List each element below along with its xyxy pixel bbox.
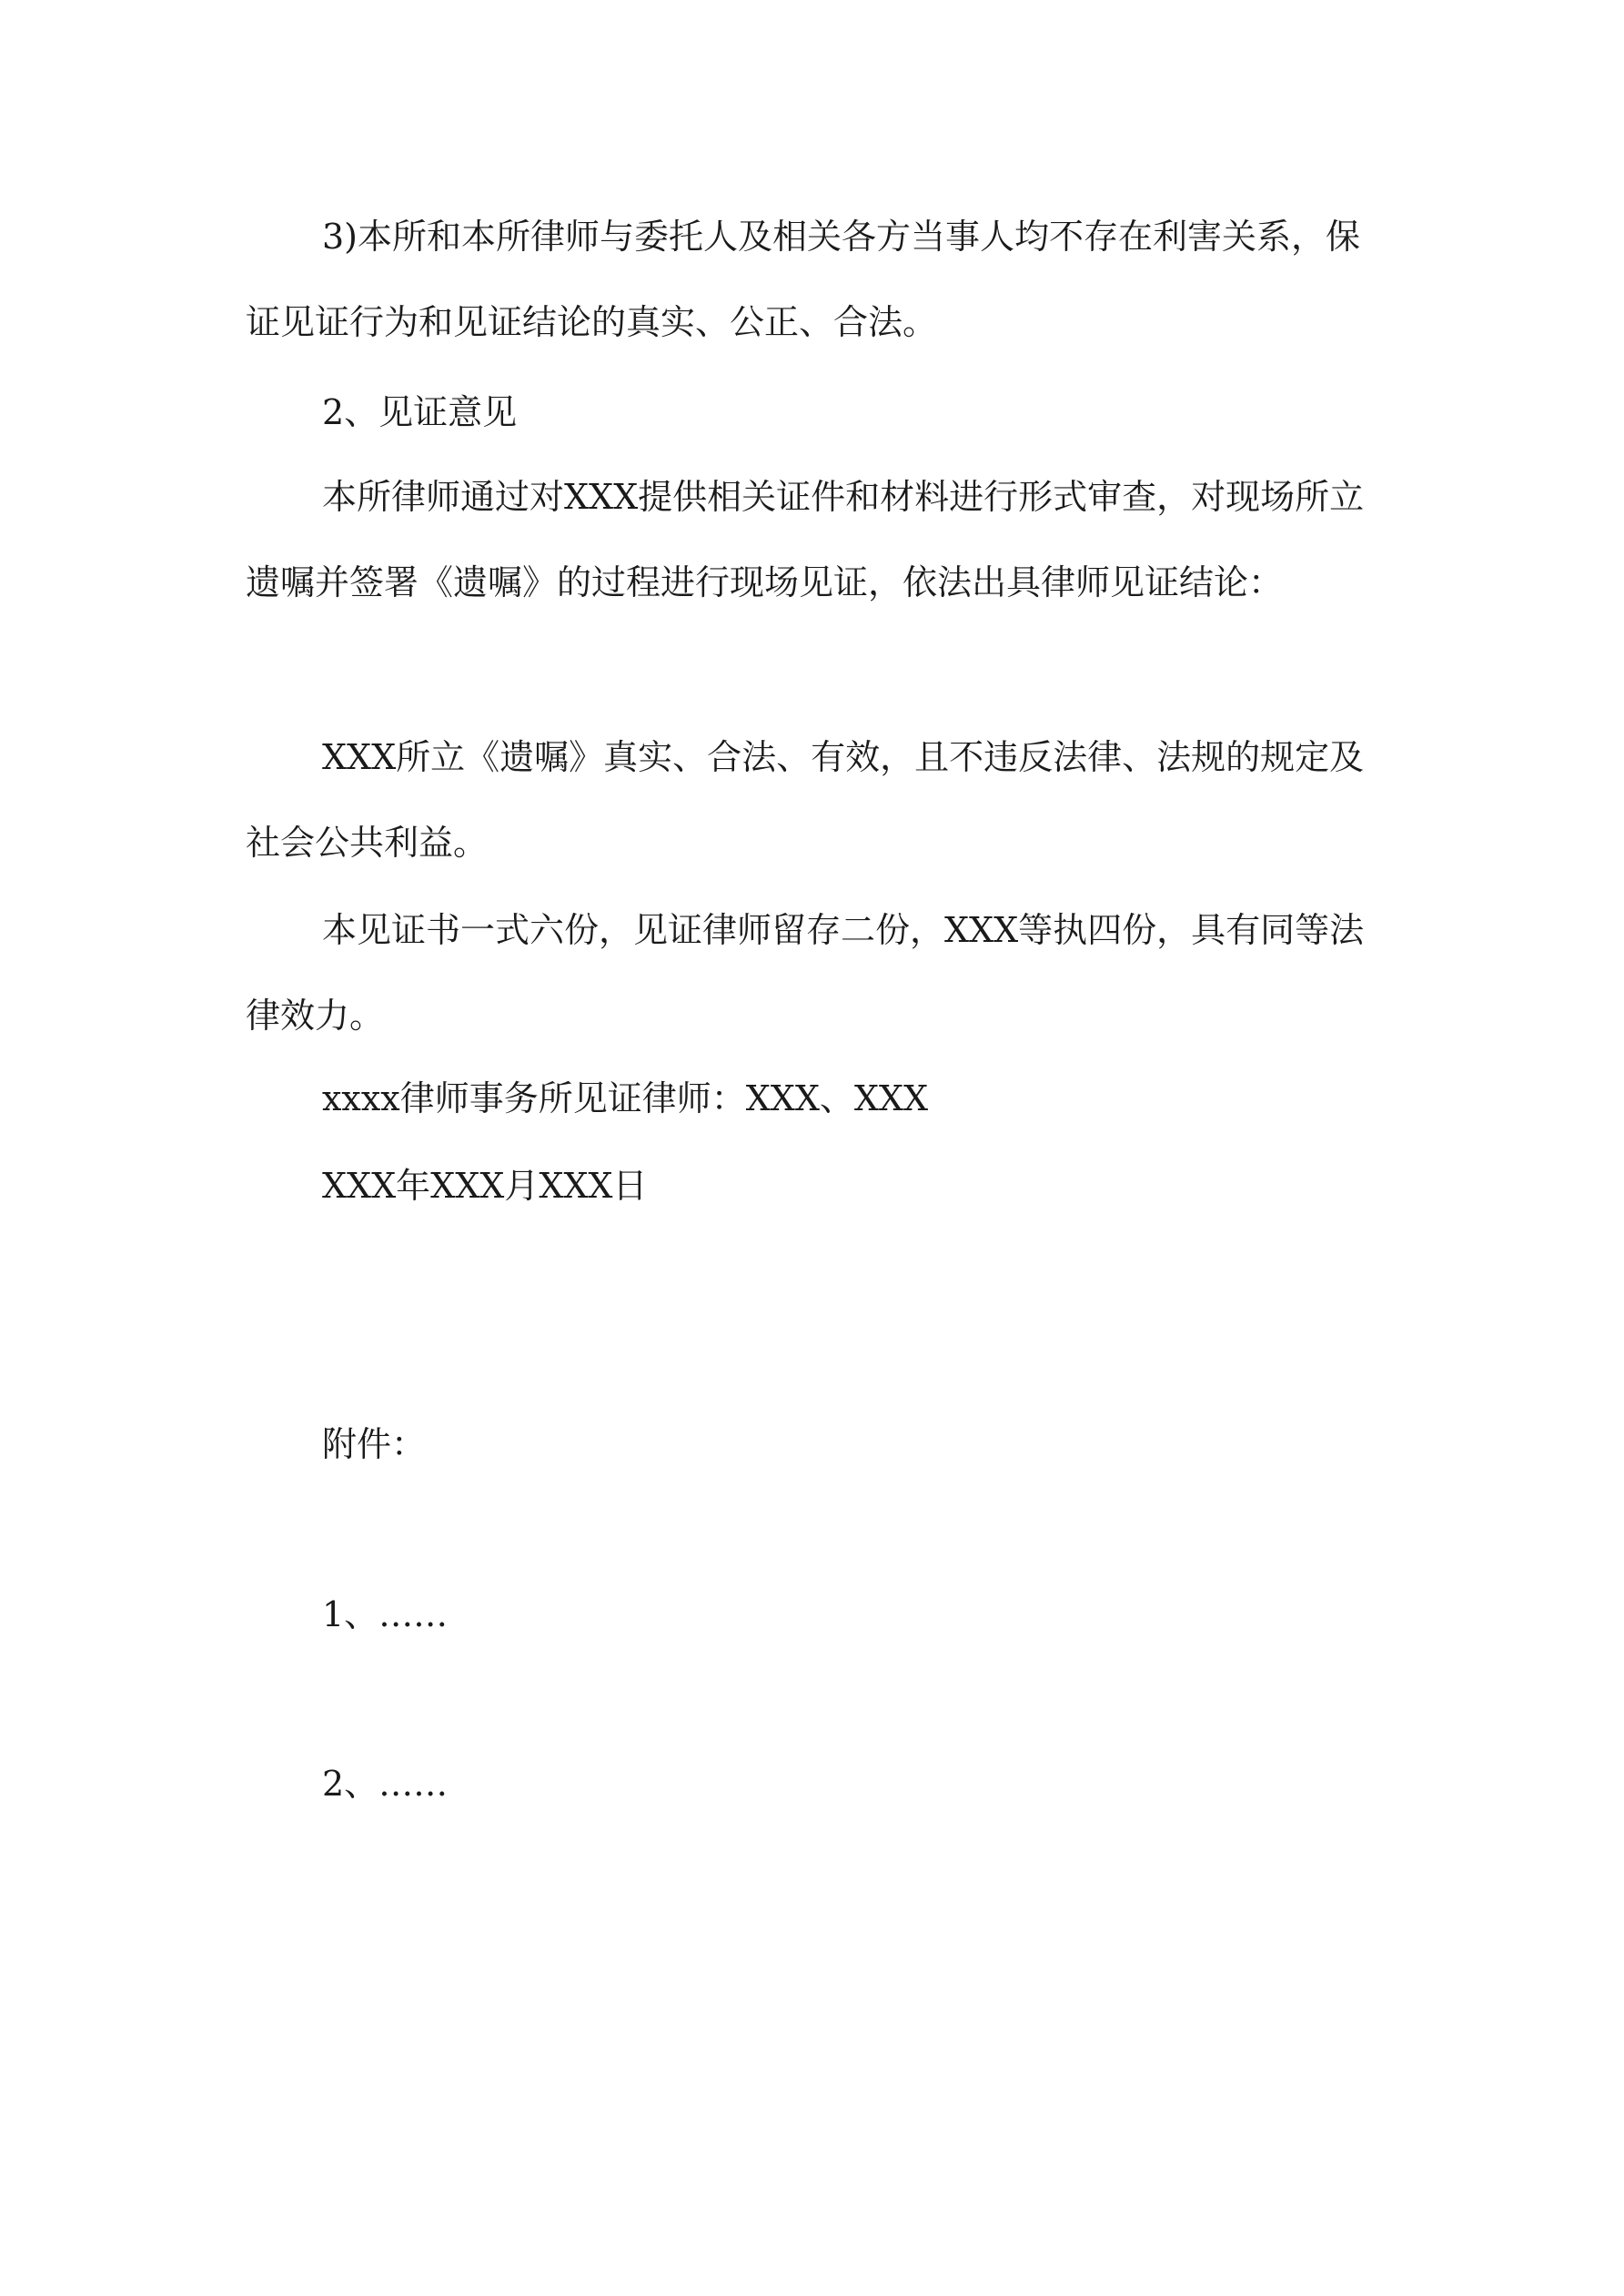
heading-witness-opinion: 2、见证意见: [322, 392, 518, 432]
paragraph-interest-declaration: 3)本所和本所律师与委托人及相关各方当事人均不存在利害关系，保证见证行为和见证结论的真实、公正、合法。: [246, 217, 1361, 342]
paragraph-copies: 本见证书一式六份，见证律师留存二份，XXX等执四份，具有同等法律效力。: [246, 910, 1365, 1036]
attachment-item: 2、……: [322, 1764, 449, 1804]
attachment-item: 1、……: [322, 1594, 449, 1634]
attachments-label: 附件：: [322, 1424, 427, 1464]
date-line: XXX年XXX月XXX日: [322, 1166, 648, 1206]
paragraph-review: 本所律师通过对XXX提供相关证件和材料进行形式审查，对现场所立遗嘱并签署《遗嘱》的过程进行现场见证，依法出具律师见证结论：: [246, 477, 1365, 602]
signature-line: xxxx律师事务所见证律师：XXX、XXX: [322, 1078, 929, 1118]
paragraph-conclusion: XXX所立《遗嘱》真实、合法、有效，且不违反法律、法规的规定及社会公共利益。: [246, 737, 1365, 863]
